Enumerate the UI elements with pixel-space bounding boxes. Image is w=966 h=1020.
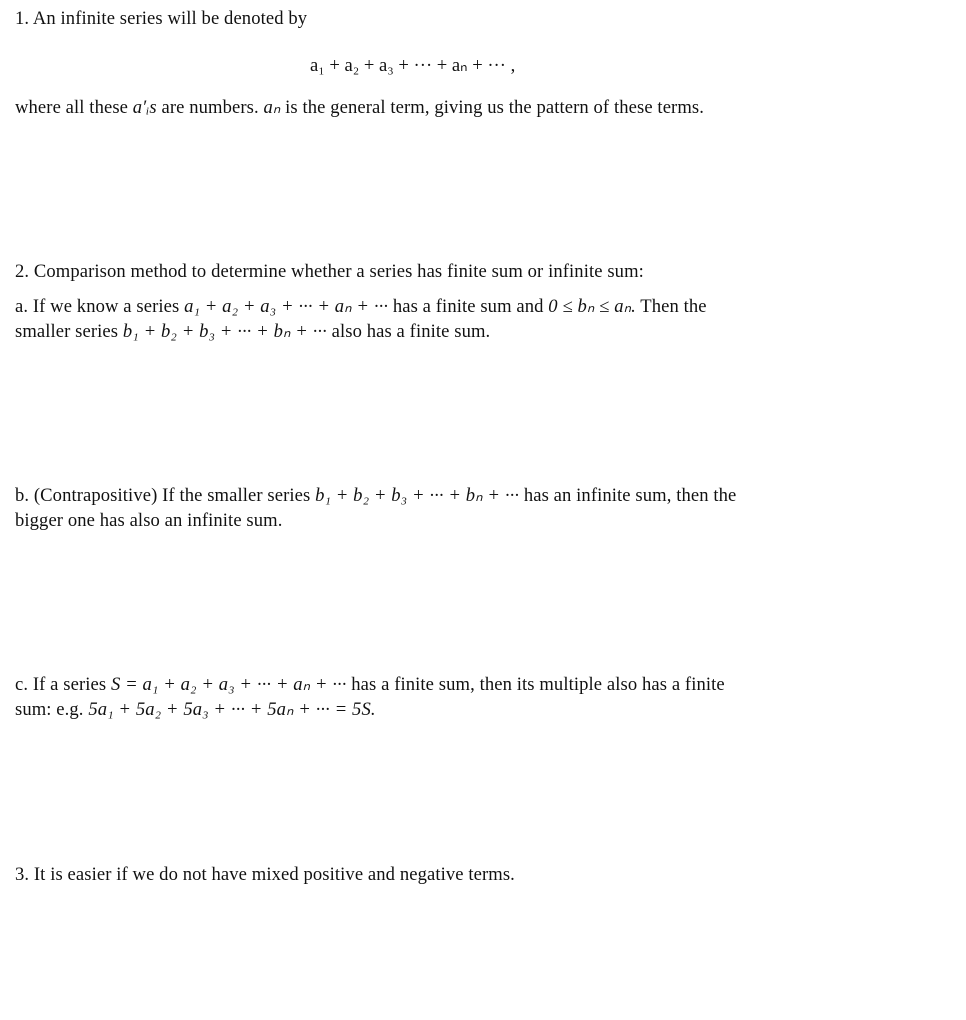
item2b-prefix: b. (Contrapositive) If the smaller series: [15, 485, 311, 506]
item2a-inequality: 0 ≤ bₙ ≤ aₙ.: [548, 296, 636, 317]
where-prefix: where all these: [15, 97, 129, 118]
item2b-series: b₁ + b₂ + b₃ + ··· + bₙ + ···: [315, 485, 520, 506]
item2a-line1: [15, 295, 707, 319]
item1-where-line: [15, 96, 704, 120]
general-term-symbol: aₙ: [263, 97, 281, 118]
item2a-line2-series: b₁ + b₂ + b₃ + ··· + bₙ + ···: [122, 321, 327, 342]
item2a-line2-suffix: also has a finite sum.: [331, 321, 491, 342]
item1-intro: 1. An infinite series will be denoted by: [15, 8, 308, 29]
where-mid: are numbers.: [161, 97, 259, 118]
item2a-line2: [15, 320, 490, 344]
item2a-line2-prefix: smaller series: [15, 321, 119, 342]
item2c-line2: [15, 698, 376, 722]
item2a-prefix: a. If we know a series: [15, 296, 180, 317]
item2a-then: Then the: [640, 296, 707, 317]
where-symbol: a′ᵢs: [132, 97, 157, 118]
item2c-prefix: c. If a series: [15, 674, 107, 695]
item2c-suffix: has a finite sum, then its multiple also has a finite: [351, 674, 725, 695]
item2c-series: S = a₁ + a₂ + a₃ + ··· + aₙ + ···: [110, 674, 347, 695]
item2b-suffix: has an infinite sum, then the: [523, 485, 737, 506]
where-suffix: is the general term, giving us the pattern of these terms.: [285, 97, 704, 118]
item3-text: 3. It is easier if we do not have mixed positive and negative terms.: [15, 864, 515, 885]
item2-heading: 2. Comparison method to determine whether a series has finite sum or infinite sum:: [15, 261, 644, 282]
item2b-line2: bigger one has also an infinite sum.: [15, 510, 283, 531]
item2a-middle: has a finite sum and: [392, 296, 544, 317]
item2b-line1: [15, 484, 736, 508]
item2c-line2-series: 5a₁ + 5a₂ + 5a₃ + ··· + 5aₙ + ··· = 5S.: [88, 699, 376, 720]
item2c-line1: [15, 673, 725, 697]
item2a-series: a₁ + a₂ + a₃ + ··· + aₙ + ···: [184, 296, 389, 317]
display-formula: [310, 54, 515, 78]
series-formula: a₁ + a₂ + a₃ + ··· + aₙ + ··· ,: [310, 55, 516, 76]
item2c-line2-prefix: sum: e.g.: [15, 699, 84, 720]
